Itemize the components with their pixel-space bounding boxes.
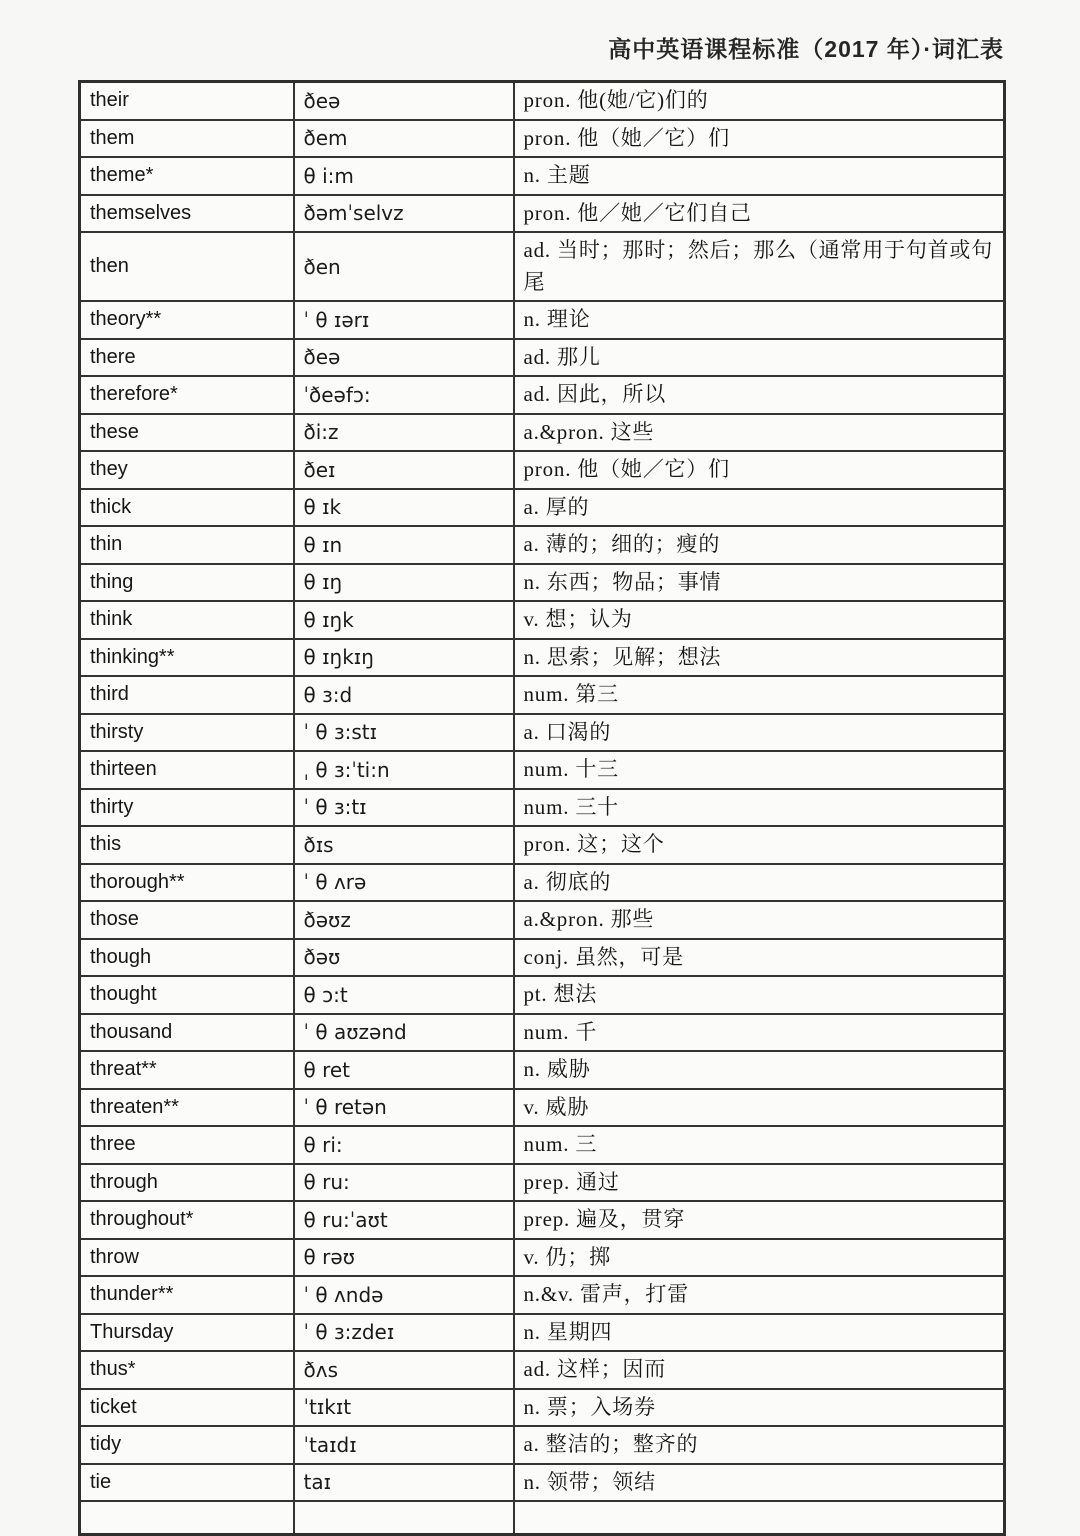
phonetic-cell: ˈ θ retən <box>294 1089 514 1127</box>
table-row <box>80 826 1005 864</box>
word-cell: thing <box>80 564 294 602</box>
phonetic-cell: θ ri: <box>294 1126 514 1164</box>
phonetic-cell: ˈ θ ʌndə <box>294 1276 514 1314</box>
phonetic-cell: ðəmˈselvz <box>294 195 514 233</box>
definition-cell: v. 想；认为 <box>514 601 1005 639</box>
phonetic-cell: ˈtɪkɪt <box>294 1389 514 1427</box>
table-row <box>80 1239 1005 1277</box>
word-cell: this <box>80 826 294 864</box>
definition-cell: a.&pron. 那些 <box>514 901 1005 939</box>
phonetic-cell: ˈ θ ʌrə <box>294 864 514 902</box>
word-cell: thirteen <box>80 751 294 789</box>
definition-cell: ad. 那儿 <box>514 339 1005 377</box>
word-cell: thousand <box>80 1014 294 1052</box>
definition-cell: ad. 当时；那时；然后；那么（通常用于句首或句尾 <box>514 232 1005 301</box>
phonetic-cell: taɪ <box>294 1464 514 1502</box>
word-cell: themselves <box>80 195 294 233</box>
table-row <box>80 82 1005 120</box>
definition-cell: n.&v. 雷声，打雷 <box>514 1276 1005 1314</box>
phonetic-cell: ðeə <box>294 339 514 377</box>
definition-cell: a. 口渴的 <box>514 714 1005 752</box>
phonetic-cell: θ ɪŋk <box>294 601 514 639</box>
definition-cell: n. 票；入场券 <box>514 1389 1005 1427</box>
table-row <box>80 339 1005 377</box>
definition-cell: a. 薄的；细的；瘦的 <box>514 526 1005 564</box>
table-row <box>80 1164 1005 1202</box>
definition-cell: n. 星期四 <box>514 1314 1005 1352</box>
phonetic-cell: ðɪs <box>294 826 514 864</box>
definition-cell: prep. 遍及，贯穿 <box>514 1201 1005 1239</box>
phonetic-cell: θ ɪŋ <box>294 564 514 602</box>
table-row <box>80 195 1005 233</box>
phonetic-cell: ˈ θ ɜ:zdeɪ <box>294 1314 514 1352</box>
definition-cell: n. 主题 <box>514 157 1005 195</box>
phonetic-cell: θ ru:ˈaʊt <box>294 1201 514 1239</box>
phonetic-cell: ðeɪ <box>294 451 514 489</box>
table-row <box>80 157 1005 195</box>
table-row <box>80 1276 1005 1314</box>
table-row <box>80 789 1005 827</box>
word-cell: they <box>80 451 294 489</box>
table-row <box>80 976 1005 1014</box>
definition-cell: conj. 虽然，可是 <box>514 939 1005 977</box>
table-row <box>80 120 1005 158</box>
phonetic-cell: θ ɜ:d <box>294 676 514 714</box>
word-cell: thin <box>80 526 294 564</box>
word-cell: thinking** <box>80 639 294 677</box>
definition-cell: pron. 这；这个 <box>514 826 1005 864</box>
table-row <box>80 1389 1005 1427</box>
word-cell: though <box>80 939 294 977</box>
definition-cell: pron. 他(她/它)们的 <box>514 82 1005 120</box>
word-cell: threat** <box>80 1051 294 1089</box>
word-cell: three <box>80 1126 294 1164</box>
table-row <box>80 1014 1005 1052</box>
table-row <box>80 601 1005 639</box>
definition-cell: v. 威胁 <box>514 1089 1005 1127</box>
definition-cell: n. 思索；见解；想法 <box>514 639 1005 677</box>
word-cell: therefore* <box>80 376 294 414</box>
word-cell: these <box>80 414 294 452</box>
definition-cell: num. 千 <box>514 1014 1005 1052</box>
phonetic-cell: ˈ θ ɪərɪ <box>294 301 514 339</box>
definition-cell: num. 三十 <box>514 789 1005 827</box>
definition-cell: pron. 他／她／它们自己 <box>514 195 1005 233</box>
word-cell: thirty <box>80 789 294 827</box>
definition-cell: n. 东西；物品；事情 <box>514 564 1005 602</box>
word-cell: thought <box>80 976 294 1014</box>
table-row <box>80 676 1005 714</box>
phonetic-cell: θ ɪk <box>294 489 514 527</box>
definition-cell: a. 厚的 <box>514 489 1005 527</box>
word-cell: ticket <box>80 1389 294 1427</box>
table-row <box>80 301 1005 339</box>
word-cell: theory** <box>80 301 294 339</box>
definition-cell: pron. 他（她／它）们 <box>514 120 1005 158</box>
table-row <box>80 1201 1005 1239</box>
definition-cell: v. 仍；掷 <box>514 1239 1005 1277</box>
word-cell: thick <box>80 489 294 527</box>
phonetic-cell: ðəʊ <box>294 939 514 977</box>
definition-cell: n. 领带；领结 <box>514 1464 1005 1502</box>
phonetic-cell <box>294 1501 514 1535</box>
phonetic-cell: ðʌs <box>294 1351 514 1389</box>
table-row <box>80 232 1005 301</box>
table-row <box>80 489 1005 527</box>
definition-cell: ad. 因此，所以 <box>514 376 1005 414</box>
phonetic-cell: ðəʊz <box>294 901 514 939</box>
word-cell: thus* <box>80 1351 294 1389</box>
definition-cell: a.&pron. 这些 <box>514 414 1005 452</box>
phonetic-cell: θ rəʊ <box>294 1239 514 1277</box>
definition-cell: num. 十三 <box>514 751 1005 789</box>
phonetic-cell: θ ru: <box>294 1164 514 1202</box>
definition-cell: a. 整洁的；整齐的 <box>514 1426 1005 1464</box>
word-cell: thorough** <box>80 864 294 902</box>
word-cell: threaten** <box>80 1089 294 1127</box>
phonetic-cell: ðen <box>294 232 514 301</box>
phonetic-cell: ˈ θ ɜ:stɪ <box>294 714 514 752</box>
word-cell: tie <box>80 1464 294 1502</box>
phonetic-cell: θ ɔ:t <box>294 976 514 1014</box>
table-row <box>80 1426 1005 1464</box>
table-row <box>80 751 1005 789</box>
table-row <box>80 639 1005 677</box>
definition-cell: n. 理论 <box>514 301 1005 339</box>
table-row <box>80 414 1005 452</box>
phonetic-cell: θ ret <box>294 1051 514 1089</box>
table-row <box>80 1089 1005 1127</box>
word-cell: them <box>80 120 294 158</box>
table-row <box>80 901 1005 939</box>
vocab-table <box>78 80 1006 1536</box>
word-cell: there <box>80 339 294 377</box>
definition-cell <box>514 1501 1005 1535</box>
phonetic-cell: ˈðeəfɔ: <box>294 376 514 414</box>
table-row <box>80 451 1005 489</box>
table-row <box>80 1501 1005 1535</box>
phonetic-cell: ðem <box>294 120 514 158</box>
word-cell: third <box>80 676 294 714</box>
definition-cell: a. 彻底的 <box>514 864 1005 902</box>
phonetic-cell: ˈ θ aʊzənd <box>294 1014 514 1052</box>
word-cell: throughout* <box>80 1201 294 1239</box>
definition-cell: prep. 通过 <box>514 1164 1005 1202</box>
word-cell: theme* <box>80 157 294 195</box>
word-cell: thunder** <box>80 1276 294 1314</box>
word-cell <box>80 1501 294 1535</box>
definition-cell: pron. 他（她／它）们 <box>514 451 1005 489</box>
table-row <box>80 376 1005 414</box>
table-row <box>80 1126 1005 1164</box>
word-cell: then <box>80 232 294 301</box>
definition-cell: num. 第三 <box>514 676 1005 714</box>
word-cell: their <box>80 82 294 120</box>
definition-cell: ad. 这样；因而 <box>514 1351 1005 1389</box>
word-cell: think <box>80 601 294 639</box>
table-row <box>80 939 1005 977</box>
word-cell: throw <box>80 1239 294 1277</box>
table-row <box>80 1464 1005 1502</box>
definition-cell: num. 三 <box>514 1126 1005 1164</box>
table-row <box>80 714 1005 752</box>
phonetic-cell: θ i:m <box>294 157 514 195</box>
phonetic-cell: ði:z <box>294 414 514 452</box>
vocab-table-container <box>78 80 1006 1536</box>
phonetic-cell: θ ɪŋkɪŋ <box>294 639 514 677</box>
word-cell: tidy <box>80 1426 294 1464</box>
phonetic-cell: ðeə <box>294 82 514 120</box>
phonetic-cell: ˈ θ ɜ:tɪ <box>294 789 514 827</box>
table-row <box>80 1351 1005 1389</box>
phonetic-cell: ˌ θ ɜ:ˈti:n <box>294 751 514 789</box>
table-row <box>80 526 1005 564</box>
table-row <box>80 864 1005 902</box>
word-cell: Thursday <box>80 1314 294 1352</box>
definition-cell: pt. 想法 <box>514 976 1005 1014</box>
word-cell: through <box>80 1164 294 1202</box>
table-row <box>80 1051 1005 1089</box>
table-row <box>80 564 1005 602</box>
phonetic-cell: ˈtaɪdɪ <box>294 1426 514 1464</box>
phonetic-cell: θ ɪn <box>294 526 514 564</box>
table-row <box>80 1314 1005 1352</box>
page-title: 高中英语课程标准（2017 年）·词汇表 <box>608 36 1004 62</box>
word-cell: those <box>80 901 294 939</box>
definition-cell: n. 威胁 <box>514 1051 1005 1089</box>
word-cell: thirsty <box>80 714 294 752</box>
